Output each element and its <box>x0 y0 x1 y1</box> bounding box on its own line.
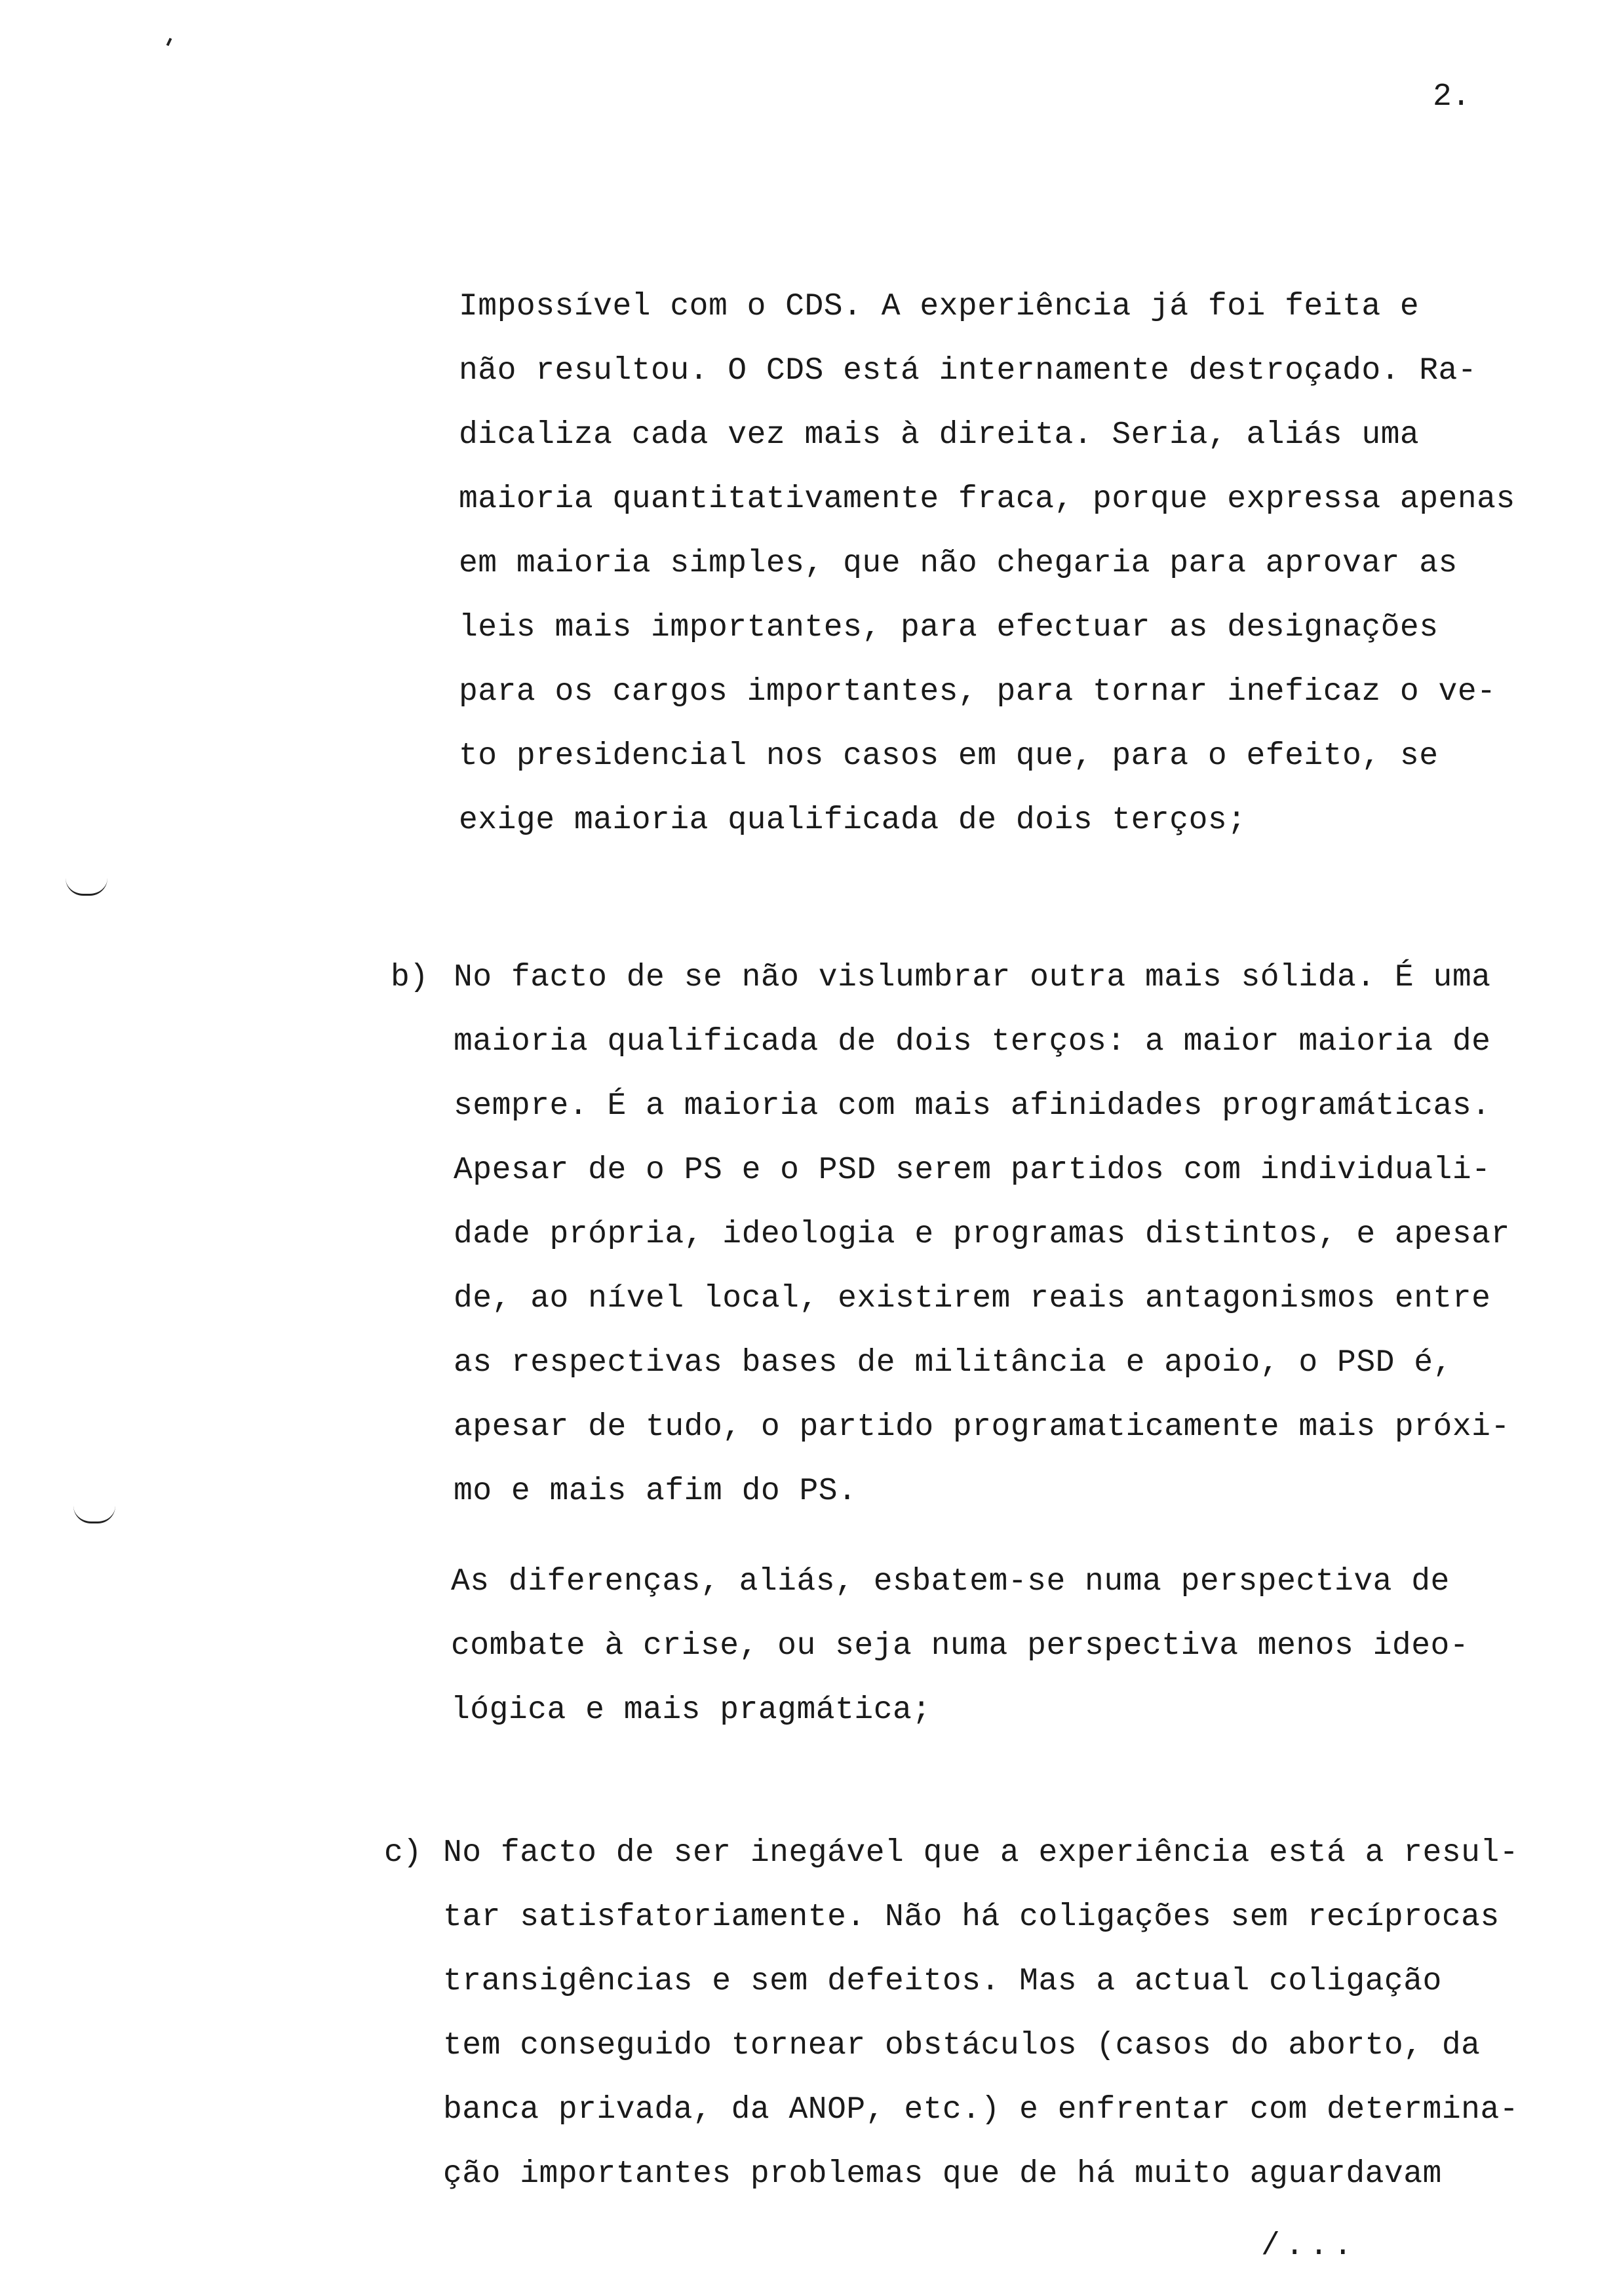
intro-line: em maioria simples, que não chegaria para aprovar as <box>459 546 1458 581</box>
item-b-follow-line: lógica e mais pragmática; <box>451 1693 931 1728</box>
item-b-line: mo e mais afim do PS. <box>454 1474 857 1509</box>
item-b-line: as respectivas bases de militância e apoio, o PSD é, <box>454 1345 1452 1381</box>
intro-line: não resultou. O CDS está internamente destroçado. Ra- <box>459 353 1477 389</box>
item-c-line: No facto de ser inegável que a experiência está a resul- <box>443 1835 1519 1871</box>
intro-line: dicaliza cada vez mais à direita. Seria, aliás uma <box>459 417 1420 453</box>
page-number: 2. <box>1433 79 1471 115</box>
item-b-follow-line: As diferenças, aliás, esbatem-se numa perspectiva de <box>451 1564 1450 1599</box>
item-c-line: tem conseguido tornear obstáculos (casos do aborto, da <box>443 2028 1481 2063</box>
continuation-mark: /... <box>1261 2229 1358 2264</box>
item-c-line: banca privada, da ANOP, etc.) e enfrentar com determina- <box>443 2092 1519 2128</box>
pen-tick-mark <box>166 38 172 47</box>
item-c-line: transigências e sem defeitos. Mas a actual coligação <box>443 1964 1442 1999</box>
intro-line: maioria quantitativamente fraca, porque expressa apenas <box>459 482 1515 517</box>
item-b-follow-line: combate à crise, ou seja numa perspectiva menos ideo- <box>451 1628 1469 1664</box>
item-c-label: c) <box>384 1835 422 1871</box>
punch-hole-mark <box>66 878 107 896</box>
item-b-line: dade própria, ideologia e programas distintos, e apesar <box>454 1217 1510 1252</box>
item-b-line: apesar de tudo, o partido programaticamente mais próxi- <box>454 1409 1510 1445</box>
intro-line: to presidencial nos casos em que, para o efeito, se <box>459 738 1439 774</box>
punch-hole-mark <box>73 1506 115 1523</box>
intro-line: Impossível com o CDS. A experiência já foi feita e <box>459 289 1420 324</box>
item-b-line: sempre. É a maioria com mais afinidades programáticas. <box>454 1088 1491 1124</box>
item-b-line: No facto de se não vislumbrar outra mais sólida. É uma <box>454 960 1491 995</box>
item-c-line: tar satisfatoriamente. Não há coligações sem recíprocas <box>443 1900 1500 1935</box>
item-b-line: Apesar de o PS e o PSD serem partidos com individuali- <box>454 1153 1491 1188</box>
intro-line: para os cargos importantes, para tornar ineficaz o ve- <box>459 674 1496 710</box>
item-b-line: maioria qualificada de dois terços: a maior maioria de <box>454 1024 1491 1060</box>
item-b-line: de, ao nível local, existirem reais antagonismos entre <box>454 1281 1491 1316</box>
item-b-label: b) <box>391 960 429 995</box>
item-c-line: ção importantes problemas que de há muito aguardavam <box>443 2156 1442 2192</box>
intro-line: leis mais importantes, para efectuar as designações <box>459 610 1439 645</box>
intro-line: exige maioria qualificada de dois terços; <box>459 803 1247 838</box>
